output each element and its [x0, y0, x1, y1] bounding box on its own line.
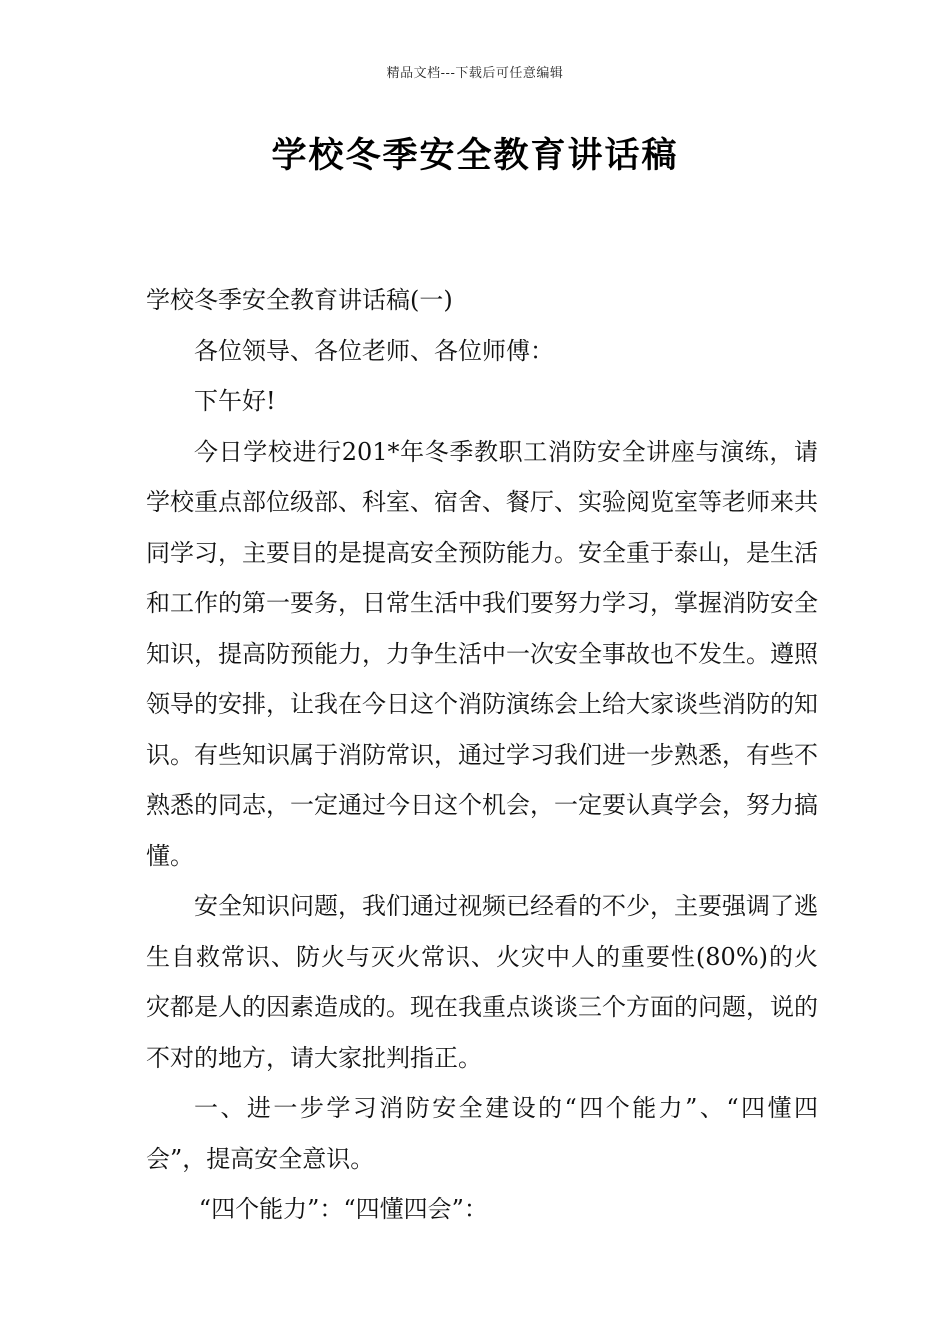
header-note: 精品文档---下载后可任意编辑 [386, 66, 564, 81]
paragraph-intro: 今日学校进行201*年冬季教职工消防安全讲座与演练，请学校重点部位级部、科室、宿舍、餐厅、实验阅览室等老师来共同学习，主要目的是提高安全预防能力。安全重于泰山，是生活和工作的第一要务，日常生活中我们要努力学习，掌握消防安全知识，提高防预能力，力争生活中一次安全事故也不发生。遵照领导的安排，让我在今日这个消防演练会上给大家谈些消防的知识。有些知识属于消防常识，通过学习我们进一步熟悉，有些不熟悉的同志，一定通过今日这个机会，一定要认真学会，努力搞懂。 [146, 437, 818, 870]
section-heading: 学校冬季安全教育讲话稿(一) [146, 286, 453, 314]
document-title: 学校冬季安全教育讲话稿 [271, 135, 679, 176]
paragraph-safety-knowledge: 安全知识问题，我们通过视频已经看的不少，主要强调了逃生自救常识、防火与灭火常识、火灾中人的重要性(80%)的火灾都是人的因素造成的。现在我重点谈谈三个方面的问题，说的不对的地方，请大家批判指正。 [146, 892, 818, 1072]
greeting: 下午好! [194, 387, 276, 415]
paragraph-point-one: 一、进一步学习消防安全建设的“四个能力”、“四懂四会”，提高安全意识。 [146, 1094, 818, 1173]
document-body [146, 275, 818, 1235]
salutation: 各位领导、各位老师、各位师傅： [194, 336, 554, 365]
paragraph-four-abilities: “四个能力”：“四懂四会”： [198, 1195, 488, 1223]
